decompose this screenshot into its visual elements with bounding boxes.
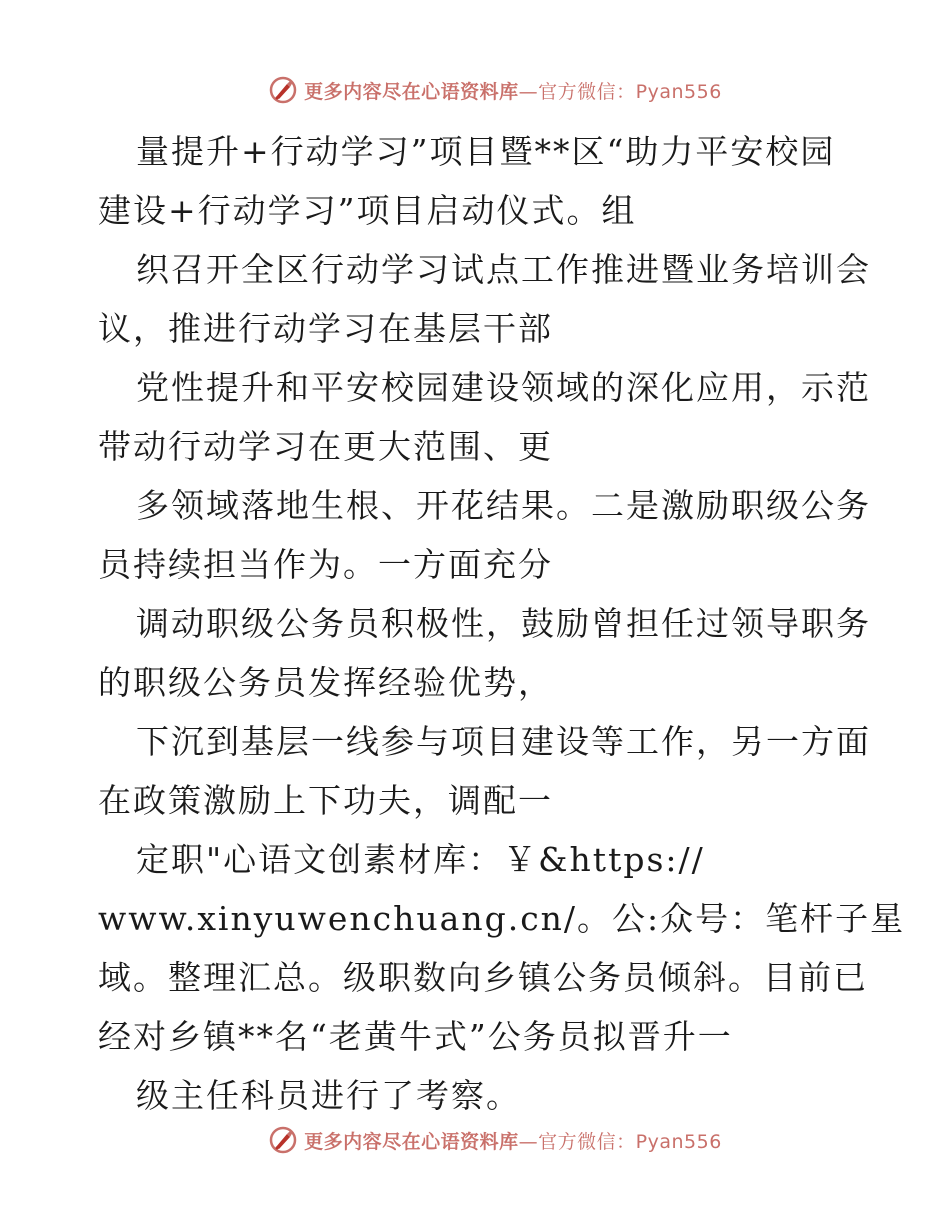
header-banner-inner	[268, 75, 722, 105]
text-line: 调动职级公务员积极性，鼓励曾担任过领导职务	[136, 604, 871, 643]
text-line: 织召开全区行动学习试点工作推进暨业务培训会	[136, 250, 871, 289]
text-line: 级主任科员进行了考察。	[136, 1076, 521, 1115]
text-line: 带动行动学习在更大范围、更	[98, 427, 553, 466]
header-banner-text	[304, 77, 722, 104]
text-line: 多领域落地生根、开花结果。二是激励职级公务	[136, 486, 871, 525]
header-banner	[0, 70, 950, 110]
text-line: 定职"心语文创素材库：￥&https://	[136, 840, 705, 879]
footer-banner-contact: —官方微信：Pyan556	[518, 1130, 722, 1153]
text-line: www.xinyuwenchuang.cn/。公:众号：笔杆子星	[98, 899, 906, 938]
header-banner-contact: —官方微信：Pyan556	[518, 80, 722, 103]
footer-banner-inner	[268, 1125, 722, 1155]
footer-banner	[0, 1120, 950, 1160]
pen-logo-icon	[268, 1125, 298, 1155]
text-line: 建设+行动学习”项目启动仪式。组	[98, 191, 637, 230]
footer-banner-text	[304, 1127, 722, 1154]
header-banner-title: 更多内容尽在心语资料库	[304, 80, 519, 103]
text-line: 党性提升和平安校园建设领域的深化应用，示范	[136, 368, 871, 407]
text-line: 的职级公务员发挥经验优势，	[98, 663, 553, 702]
text-line: 下沉到基层一线参与项目建设等工作，另一方面	[136, 722, 871, 761]
document-body	[98, 122, 906, 1125]
text-line: 在政策激励上下功夫，调配一	[98, 781, 553, 820]
footer-banner-title: 更多内容尽在心语资料库	[304, 1130, 519, 1153]
text-line: 议，推进行动学习在基层干部	[98, 309, 553, 348]
text-line: 域。整理汇总。级职数向乡镇公务员倾斜。目前已	[98, 958, 868, 997]
text-line: 员持续担当作为。一方面充分	[98, 545, 553, 584]
pen-logo-icon	[268, 75, 298, 105]
text-line: 经对乡镇**名“老黄牛式”公务员拟晋升一	[98, 1017, 733, 1056]
text-line: 量提升+行动学习”项目暨**区“助力平安校园	[136, 132, 836, 171]
